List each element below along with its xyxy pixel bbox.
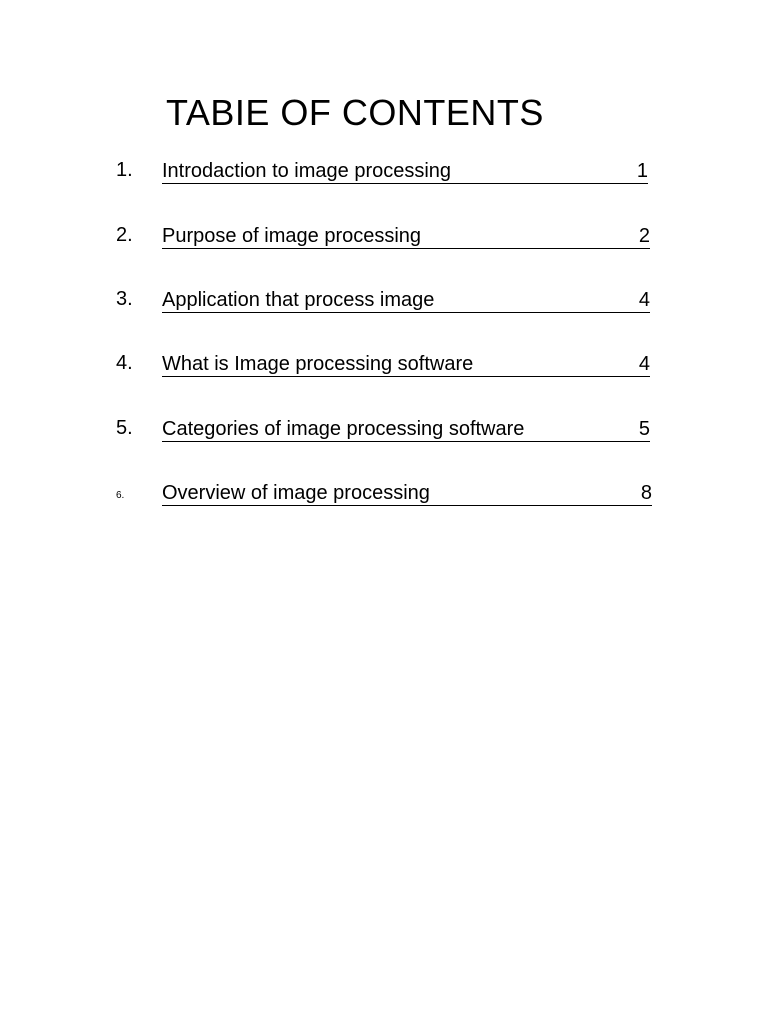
toc-title: TABIE OF CONTENTS [166,92,544,133]
toc-entry-text: What is Image processing software [162,353,474,375]
toc-entry-number: 3. [116,288,133,310]
toc-entry-link[interactable] [162,479,652,506]
toc-entry-page: 1 [636,160,648,182]
toc-entry-text: Application that process image [162,289,435,311]
toc-entry-link[interactable] [162,415,650,442]
toc-entry-page: 2 [638,225,650,247]
toc-entry-page: 4 [638,289,650,311]
toc-entry-number: 6. [116,490,125,501]
toc-entry-link[interactable] [162,157,648,184]
toc-entry [116,478,676,506]
toc-entry [116,285,676,313]
toc-entry-number: 1. [116,159,133,181]
toc-entry-page: 8 [640,482,652,504]
toc-entry-text: Overview of image processing [162,482,430,504]
toc-entry-link[interactable] [162,350,650,377]
toc-entry [116,221,676,249]
toc-entry [116,156,676,184]
toc-entry-text: Introdaction to image processing [162,160,452,182]
toc-entry-link[interactable] [162,286,650,313]
toc-entry-page: 5 [638,418,650,440]
toc-entry-page: 4 [638,353,650,375]
toc-entry [116,414,676,442]
toc-entry-number: 2. [116,224,133,246]
toc-entry [116,349,676,377]
toc-entry-text: Categories of image processing software [162,418,525,440]
toc-entry-number: 5. [116,417,133,439]
toc-entry-number: 4. [116,352,133,374]
toc-entry-link[interactable] [162,222,650,249]
toc-entry-text: Purpose of image processing [162,225,422,247]
